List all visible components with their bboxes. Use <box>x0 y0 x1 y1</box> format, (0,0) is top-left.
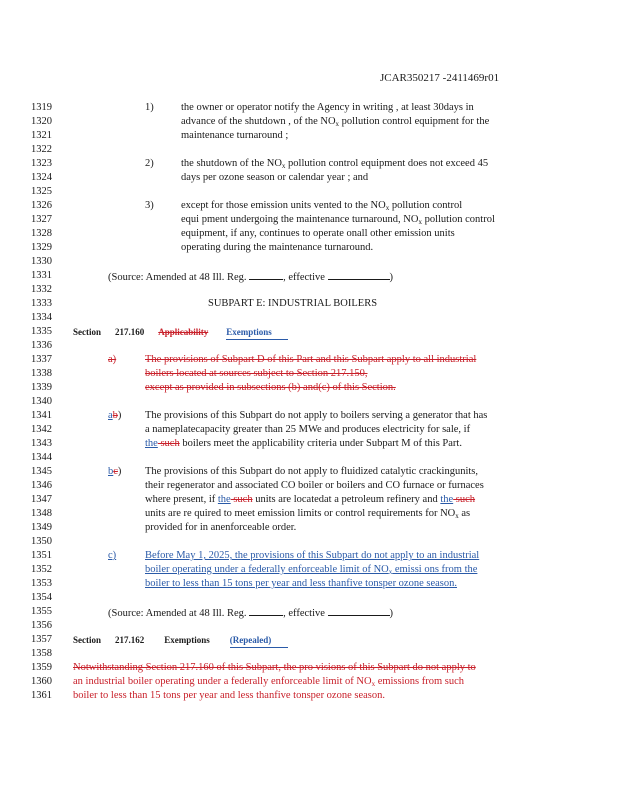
line-number: 1336 <box>31 340 52 351</box>
para-c-label: bc) <box>108 466 122 477</box>
line-number: 1324 <box>31 172 52 183</box>
deleted-para-a-line-2: boilers located at sources subject to Section 217.150, <box>145 368 368 379</box>
line-number: 1327 <box>31 214 52 225</box>
inserted-para-c-line-1: Before May 1, 2025, the provisions of this Subpart do not apply to an industrial <box>145 550 480 561</box>
line-number: 1334 <box>31 312 52 323</box>
item-1-line-2: advance of the shutdown , of the $NO_x$ pollution control equipment for the <box>181 116 490 128</box>
para-c-line-5: provided for in anenforceable order. <box>145 522 297 533</box>
item-3-line-2: equi pment undergoing the maintenance turnaround, $NO_x$ pollution control <box>181 214 495 226</box>
line-number: 1347 <box>31 494 52 505</box>
item-2-line-1: the shutdown of the $NO_x$ pollution control equipment does not exceed 45 <box>181 158 489 170</box>
line-number: 1341 <box>31 410 52 421</box>
item-1-line-3: maintenance turnaround ; <box>181 130 289 141</box>
line-number: 1326 <box>31 200 52 211</box>
para-c-line-2: their regenerator and associated CO boiler or boilers and CO furnace or furnaces <box>145 480 484 491</box>
deleted-para-a-line-1: The provisions of Subpart D of this Part and this Subpart apply to all industrial <box>145 354 477 365</box>
line-number: 1342 <box>31 424 52 435</box>
deleted-title: Applicability <box>158 327 209 337</box>
line-number: 1350 <box>31 536 52 547</box>
section-217-162-heading: Section 217.162 Exemptions (Repealed) <box>73 633 288 648</box>
line-number: 1346 <box>31 480 52 491</box>
para-c-line-3: where present, if the such units are locatedat a petroleum refinery and the such <box>145 494 476 505</box>
line-number: 1353 <box>31 578 52 589</box>
doc-revision: 2411469r01 <box>446 72 500 84</box>
line-number: 1335 <box>31 326 52 337</box>
document-header <box>380 72 499 84</box>
line-number: 1352 <box>31 564 52 575</box>
line-number: 1319 <box>31 102 52 113</box>
line-number: 1337 <box>31 354 52 365</box>
item-1-number: 1) <box>145 102 154 113</box>
line-number: 1338 <box>31 368 52 379</box>
para-c-line-4: units are re quired to meet emission limits or control requirements for $NO_x$ as <box>145 508 471 520</box>
line-number: 1320 <box>31 116 52 127</box>
repealed-para-line-1: Notwithstanding Section 217.160 of this Subpart, the pro visions of this Subpart do not apply to <box>73 662 476 673</box>
line-number: 1345 <box>31 466 52 477</box>
line-number: 1325 <box>31 186 52 197</box>
item-3-number: 3) <box>145 200 154 211</box>
line-number: 1339 <box>31 382 52 393</box>
deleted-para-a-label: a) <box>108 354 117 365</box>
inserted-para-c-line-2: boiler operating under a federally enforceable limit of $NO_x$ emissi ons from the <box>145 564 478 576</box>
line-number: 1329 <box>31 242 52 253</box>
item-2-line-2: days per ozone season or calendar year ; and <box>181 172 369 183</box>
item-3-line-4: operating during the maintenance turnaround. <box>181 242 374 253</box>
repealed-para-line-2: an industrial boiler operating under a federally enforceable limit of $NO_x$ emissions from such <box>73 676 465 688</box>
doc-sep: - <box>439 72 447 84</box>
line-number: 1322 <box>31 144 52 155</box>
item-2-number: 2) <box>145 158 154 169</box>
line-number: 1355 <box>31 606 52 617</box>
para-b-line-2: a nameplatecapacity greater than 25 MWe and produces electricity for sale, if <box>145 424 471 435</box>
line-number: 1323 <box>31 158 52 169</box>
repealed-label: (Repealed) <box>230 633 288 648</box>
para-b-label: ab) <box>108 410 122 421</box>
line-number: 1343 <box>31 438 52 449</box>
line-number: 1332 <box>31 284 52 295</box>
line-number: 1356 <box>31 620 52 631</box>
line-number: 1340 <box>31 396 52 407</box>
line-number: 1359 <box>31 662 52 673</box>
line-number: 1358 <box>31 648 52 659</box>
inserted-para-c-label: c) <box>108 550 117 561</box>
section-217-160-heading: Section 217.160 Applicability Exemptions <box>73 325 288 340</box>
inserted-para-c-line-3: boiler to less than 15 tons per year and less thanfive tonsper ozone season. <box>145 578 458 589</box>
doc-id: JCAR350217 <box>380 72 440 84</box>
para-b-line-3: the such boilers meet the applicability criteria under Subpart M of this Part. <box>145 438 462 449</box>
line-number: 1321 <box>31 130 52 141</box>
source-note-2: (Source: Amended at 48 Ill. Reg. , effective ) <box>108 605 393 621</box>
line-number: 1333 <box>31 298 52 309</box>
line-number: 1354 <box>31 592 52 603</box>
line-number: 1331 <box>31 270 52 281</box>
inserted-title: Exemptions <box>226 325 288 340</box>
line-number: 1330 <box>31 256 52 267</box>
repealed-para-line-3: boiler to less than 15 tons per year and less thanfive tonsper ozone season. <box>73 690 386 701</box>
line-number: 1357 <box>31 634 52 645</box>
line-number: 1351 <box>31 550 52 561</box>
deleted-para-a-line-3: except as provided in subsections (b) and(c) of this Section. <box>145 382 396 393</box>
source-note-1: (Source: Amended at 48 Ill. Reg. , effective ) <box>108 269 393 285</box>
subpart-heading: SUBPART E: INDUSTRIAL BOILERS <box>208 298 378 309</box>
item-1-line-1: the owner or operator notify the Agency in writing , at least 30days in <box>181 102 474 113</box>
line-number: 1328 <box>31 228 52 239</box>
item-3-line-3: equipment, if any, continues to operate onall other emission units <box>181 228 455 239</box>
line-number: 1348 <box>31 508 52 519</box>
para-c-line-1: The provisions of this Subpart do not apply to fluidized catalytic crackingunits, <box>145 466 479 477</box>
para-b-line-1: The provisions of this Subpart do not apply to boilers serving a generator that has <box>145 410 488 421</box>
item-3-line-1: except for those emission units vented to the $NO_x$ pollution control <box>181 200 463 212</box>
line-number: 1361 <box>31 690 52 701</box>
line-number: 1360 <box>31 676 52 687</box>
line-number: 1344 <box>31 452 52 463</box>
line-number: 1349 <box>31 522 52 533</box>
